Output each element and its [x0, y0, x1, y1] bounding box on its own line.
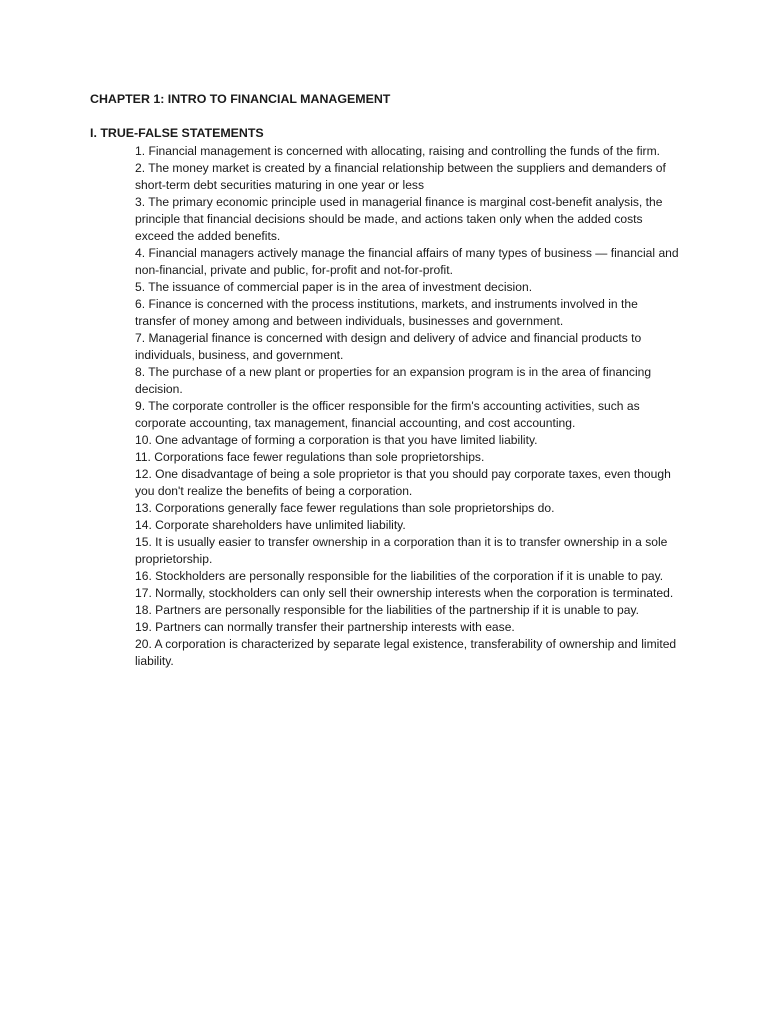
statement-item: 9. The corporate controller is the officer responsible for the firm's accounting activities, such as corporate accounting, tax management, financial accounting, and cost accounting. [135, 399, 640, 430]
statement-item: 17. Normally, stockholders can only sell their ownership interests when the corporation is terminated. [135, 586, 674, 600]
statement-item: 8. The purchase of a new plant or properties for an expansion program is in the area of financing decision. [135, 365, 652, 396]
statement-item: 4. Financial managers actively manage the financial affairs of many types of business — financial and non-financial, private and public, for-profit and not-for-profit. [135, 246, 679, 277]
statement-item: 14. Corporate shareholders have unlimited liability. [135, 518, 406, 532]
statement-item: 20. A corporation is characterized by separate legal existence, transferability of ownership and limited liability. [135, 637, 677, 668]
statement-item: 5. The issuance of commercial paper is in the area of investment decision. [135, 280, 533, 294]
statement-item: 16. Stockholders are personally responsible for the liabilities of the corporation if it is unable to pay. [135, 569, 664, 583]
statement-item: 18. Partners are personally responsible for the liabilities of the partnership if it is unable to pay. [135, 603, 639, 617]
chapter-title: CHAPTER 1: INTRO TO FINANCIAL MANAGEMENT [90, 92, 391, 106]
statement-item: 11. Corporations face fewer regulations than sole proprietorships. [135, 450, 485, 464]
statement-item: 15. It is usually easier to transfer ownership in a corporation than it is to transfer ownership in a sole proprietorship. [135, 535, 668, 566]
statement-item: 3. The primary economic principle used in managerial finance is marginal cost-benefit analysis, the principle that financial decisions should be made, and actions taken only when the added costs exceed the added benefits. [135, 195, 663, 243]
statement-item: 7. Managerial finance is concerned with design and delivery of advice and financial products to individuals, business, and government. [135, 331, 642, 362]
statement-item: 6. Finance is concerned with the process institutions, markets, and instruments involved in the transfer of money among and between individuals, businesses and government. [135, 297, 638, 328]
statement-item: 19. Partners can normally transfer their partnership interests with ease. [135, 620, 515, 634]
statement-item: 1. Financial management is concerned with allocating, raising and controlling the funds of the firm. [135, 144, 661, 158]
statement-item: 13. Corporations generally face fewer regulations than sole proprietorships do. [135, 501, 555, 515]
statement-item: 2. The money market is created by a financial relationship between the suppliers and demanders of short-term debt securities maturing in one year or less [135, 161, 666, 192]
statement-item: 10. One advantage of forming a corporation is that you have limited liability. [135, 433, 538, 447]
statement-list [135, 143, 680, 670]
section-heading: I. TRUE-FALSE STATEMENTS [90, 126, 264, 140]
statement-item: 12. One disadvantage of being a sole proprietor is that you should pay corporate taxes, even though you don't realize the benefits of being a corporation. [135, 467, 671, 498]
